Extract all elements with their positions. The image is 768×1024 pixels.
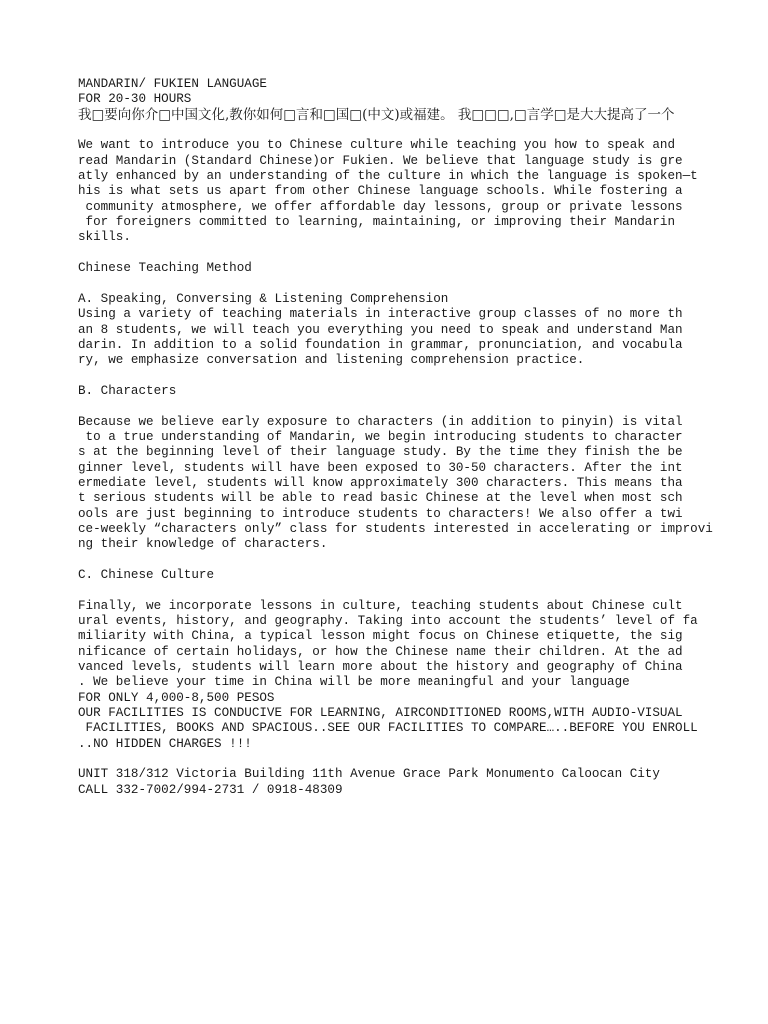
section-b-line: ermediate level, students will know approximately 300 characters. This means tha [78,475,683,490]
price-line: FOR ONLY 4,000-8,500 PESOS [78,690,275,705]
section-c-line: Finally, we incorporate lessons in culture, teaching students about Chinese cult [78,598,683,613]
section-c-line: vanced levels, students will learn more about the history and geography of China [78,660,683,675]
section-b-line: ng their knowledge of characters. [78,537,328,552]
intro-line: community atmosphere, we offer affordable day lessons, group or private lessons [78,199,683,214]
section-b-line: Because we believe early exposure to characters (in addition to pinyin) is vital [78,414,683,429]
section-c-line: miliarity with China, a typical lesson might focus on Chinese etiquette, the sig [78,629,683,644]
section-b-heading: B. Characters [78,383,177,398]
section-c-line: nificance of certain holidays, or how the Chinese name their children. At the ad [78,644,683,659]
section-a-line: darin. In addition to a solid foundation in grammar, pronunciation, and vocabula [78,337,683,352]
section-c-heading: C. Chinese Culture [78,568,215,582]
section-b-line: ce-weekly “characters only” class for students interested in accelerating or improvi [78,521,713,536]
document-body [78,77,768,798]
spacer [78,752,768,767]
intro-line: for foreigners committed to learning, maintaining, or improving their Mandarin [78,215,676,230]
section-c-line: . We believe your time in China will be more meaningful and your language [78,675,630,690]
method-title: Chinese Teaching Method [78,261,252,276]
section-c-line: ural events, history, and geography. Taking into account the students’ level of fa [78,614,698,629]
spacer [78,369,768,384]
intro-line: We want to introduce you to Chinese culture while teaching you how to speak and [78,138,676,153]
intro-line: read Mandarin (Standard Chinese)or Fukien. We believe that language study is gre [78,153,683,168]
header-hours: FOR 20-30 HOURS [78,92,192,107]
facilities-line: FACILITIES, BOOKS AND SPACIOUS..SEE OUR FACILITIES TO COMPARE…..BEFORE YOU ENROLL [78,721,698,736]
intro-line: skills. [78,230,131,245]
no-hidden-charges-line: ..NO HIDDEN CHARGES !!! [78,736,252,751]
section-a-line: Using a variety of teaching materials in interactive group classes of no more th [78,307,683,322]
section-c [78,568,768,752]
spacer [78,276,768,291]
section-b-line: t serious students will be able to read basic Chinese at the level when most sch [78,491,683,506]
section-a-line: an 8 students, we will teach you everything you need to speak and understand Man [78,322,683,337]
section-b-line: s at the beginning level of their language study. By the time they finish the be [78,445,683,460]
header-chinese-text: 我□要向你介□中国文化,教你如何□言和□国□(中文)或福建。 我□□□,□言学□是大大提高了一个 [78,106,675,123]
contact-phone: CALL 332-7002/994-2731 / 0918-48309 [78,782,343,797]
section-a-heading: A. Speaking, Conversing & Listening Comprehension [78,291,449,306]
section-a [78,292,768,369]
spacer [78,583,768,598]
facilities-line: OUR FACILITIES IS CONDUCIVE FOR LEARNING, AIRCONDITIONED ROOMS,WITH AUDIO-VISUAL [78,706,683,721]
intro-paragraph [78,138,768,245]
section-b-line: ginner level, students will have been exposed to 30-50 characters. After the int [78,460,683,475]
section-a-line: ry, we emphasize conversation and listening comprehension practice. [78,353,585,368]
spacer [78,246,768,261]
contact-block [78,767,768,798]
contact-address: UNIT 318/312 Victoria Building 11th Avenue Grace Park Monumento Caloocan City [78,767,660,782]
section-b-line: ools are just beginning to introduce students to characters! We also offer a twi [78,506,683,521]
section-b [78,384,768,553]
intro-line: his is what sets us apart from other Chinese language schools. While fostering a [78,184,683,199]
section-b-line: to a true understanding of Mandarin, we begin introducing students to character [78,429,683,444]
header-title: MANDARIN/ FUKIEN LANGUAGE [78,77,267,91]
spacer [78,123,768,138]
spacer [78,399,768,414]
spacer [78,553,768,568]
intro-line: atly enhanced by an understanding of the culture in which the language is spoken—t [78,169,698,184]
